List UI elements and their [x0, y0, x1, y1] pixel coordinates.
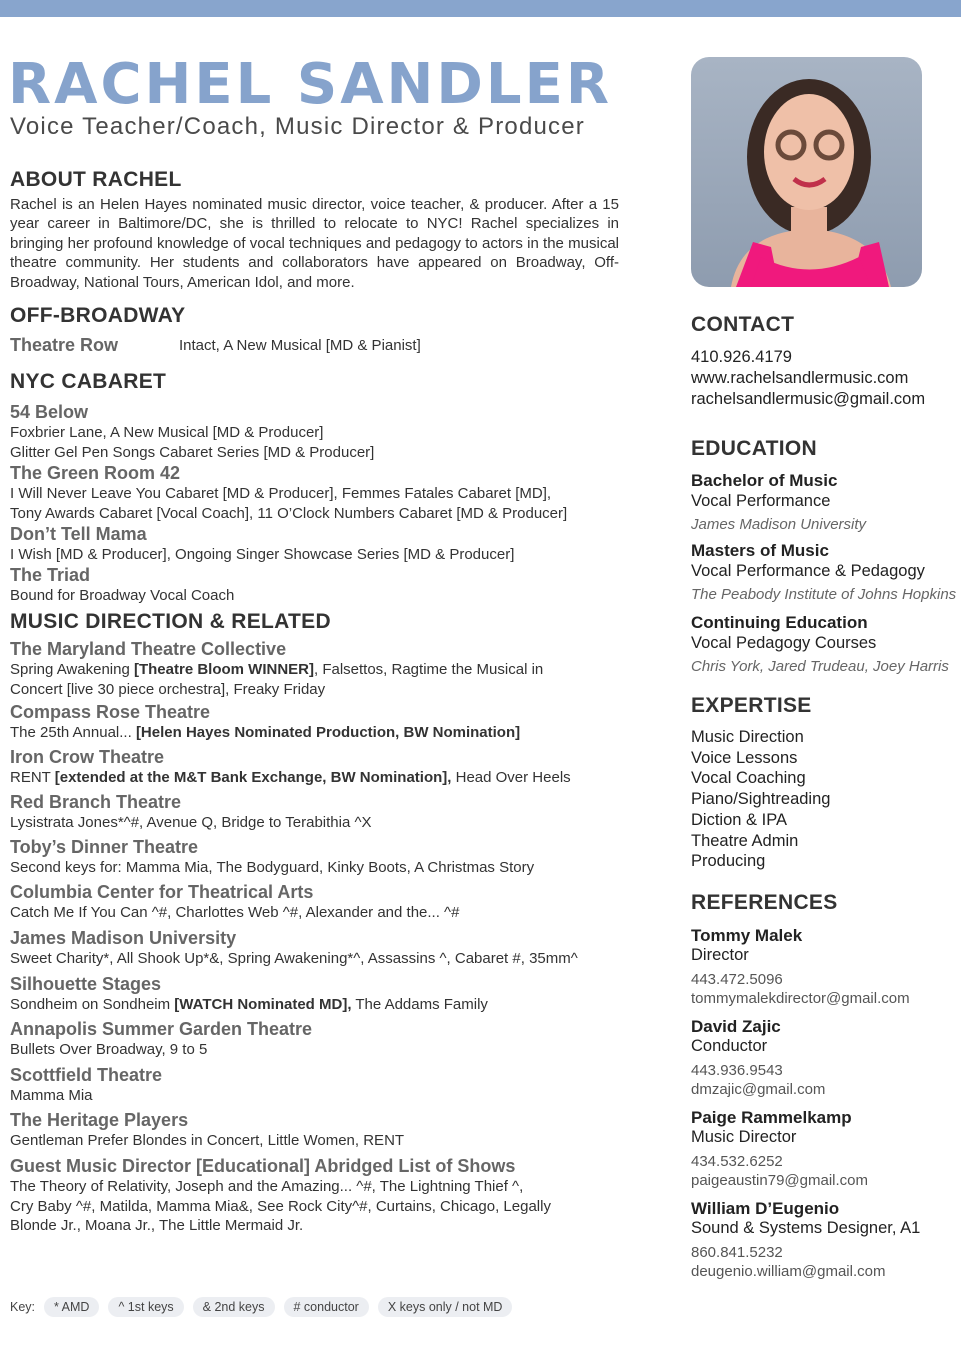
key-pill: X keys only / not MD: [378, 1297, 513, 1317]
venue-name: The Triad: [10, 565, 91, 585]
key-label: Key:: [10, 1300, 36, 1314]
venue-name: The Green Room 42: [10, 463, 181, 483]
credit-line: [10, 484, 551, 504]
credit-line: [10, 995, 488, 1015]
credit-text: RENT: [10, 769, 55, 786]
contact-website[interactable]: www.rachelsandlermusic.com: [691, 369, 909, 387]
venue-name: James Madison University: [10, 928, 237, 948]
expertise-item: Producing: [691, 852, 766, 871]
education-heading: EDUCATION: [691, 437, 817, 460]
key-legend: [10, 1297, 512, 1317]
venue-name: Toby’s Dinner Theatre: [10, 837, 199, 857]
credit-line: [10, 443, 374, 463]
reference-email: deugenio.william@gmail.com: [691, 1263, 886, 1280]
venue-name: The Maryland Theatre Collective: [10, 639, 287, 659]
about-text: Rachel is an Helen Hayes nominated music director, voice teacher, & producer. After a 15 year career in Baltimore/DC, she is thrilled to relocate to NYC! Rachel specializes in bringing her profound knowledge of vocal techniques and pedagogy to actors in the musical theatre community. Her students and collaborators have appeared on Broadway, Off-Broadway, National Tours, American Idol, and more.: [10, 196, 619, 291]
credit-text: Glitter Gel Pen Songs Cabaret Series [MD & Producer]: [10, 443, 375, 461]
expertise-item: Theatre Admin: [691, 831, 799, 850]
education-degree: Masters of Music: [691, 541, 829, 560]
credit-text: Head Over Heels: [451, 769, 571, 786]
credit-text: Concert [live 30 piece orchestra], Freaky Friday: [10, 680, 326, 698]
credit-line: [10, 586, 234, 606]
reference-name: William D’Eugenio: [691, 1199, 840, 1218]
credit-text: Spring Awakening: [10, 661, 134, 678]
credit-line: [10, 858, 534, 878]
credit-text: The Theory of Relativity, Joseph and the Amazing... ^#, The Lightning Thief ^,: [10, 1178, 524, 1195]
education-school: The Peabody Institute of Johns Hopkins: [691, 586, 957, 603]
venue-name: Iron Crow Theatre: [10, 747, 165, 767]
credit-text: Sweet Charity*, All Shook Up*&, Spring Awakening*^, Assassins ^, Cabaret #, 35mm^: [10, 950, 578, 967]
reference-name: David Zajic: [691, 1017, 781, 1036]
page-title: RACHEL SANDLER: [8, 52, 612, 117]
reference-phone: 443.472.5096: [691, 971, 783, 988]
reference-email: dmzajic@gmail.com: [691, 1081, 826, 1098]
expertise-heading: EXPERTISE: [691, 694, 812, 717]
credit-text: The 25th Annual...: [10, 724, 136, 741]
references-heading: REFERENCES: [691, 891, 838, 914]
music-direction-heading: MUSIC DIRECTION & RELATED: [10, 610, 331, 633]
credit-line: [10, 1216, 303, 1236]
contact-email[interactable]: rachelsandlermusic@gmail.com: [691, 390, 926, 408]
credit-line: [10, 813, 372, 833]
credit-line: [10, 545, 514, 565]
credit-text: Second keys for: Mamma Mia, The Bodyguard, Kinky Boots, A Christmas Story: [10, 859, 535, 876]
credit-text: Tony Awards Cabaret [Vocal Coach], 11 O’Clock Numbers Cabaret [MD & Producer]: [10, 504, 568, 522]
reference-role: Music Director: [691, 1128, 797, 1146]
credit-line: [10, 504, 567, 524]
credit-text: Gentleman Prefer Blondes in Concert, Little Women, RENT: [10, 1132, 405, 1149]
venue-name: 54 Below: [10, 402, 89, 422]
reference-email: tommymalekdirector@gmail.com: [691, 990, 910, 1007]
credit-highlight: [Theatre Bloom WINNER]: [133, 661, 314, 678]
credit-line: [10, 660, 543, 680]
credit-text: Lysistrata Jones*^#, Avenue Q, Bridge to Terabithia ^X: [10, 814, 372, 831]
off-broadway-heading: OFF-BROADWAY: [10, 304, 186, 327]
key-pill: * AMD: [44, 1297, 99, 1317]
venue-name: Annapolis Summer Garden Theatre: [10, 1019, 313, 1039]
education-field: Vocal Pedagogy Courses: [691, 634, 877, 652]
reference-phone: 860.841.5232: [691, 1244, 783, 1261]
credit-line: [10, 949, 578, 969]
venue-name: Don’t Tell Mama: [10, 524, 147, 544]
reference-name: Paige Rammelkamp: [691, 1108, 852, 1127]
credit-text: I Will Never Leave You Cabaret [MD & Producer], Femmes Fatales Cabaret [MD],: [10, 485, 552, 502]
credit-text: Bound for Broadway Vocal Coach: [10, 587, 235, 604]
credit-line: [10, 1177, 523, 1197]
education-field: Vocal Performance & Pedagogy: [691, 562, 925, 580]
credit-highlight: [extended at the M&T Bank Exchange, BW Nomination],: [54, 769, 452, 786]
reference-role: Conductor: [691, 1037, 768, 1055]
reference-name: Tommy Malek: [691, 926, 803, 945]
reference-email: paigeaustin79@gmail.com: [691, 1172, 868, 1189]
expertise-item: Vocal Coaching: [691, 769, 806, 788]
reference-role: Director: [691, 946, 749, 964]
venue-name: Scottfield Theatre: [10, 1065, 163, 1085]
key-pill: # conductor: [284, 1297, 369, 1317]
venue-name: Columbia Center for Theatrical Arts: [10, 882, 314, 902]
credit-line: [10, 680, 325, 700]
nyc-cabaret-heading: NYC CABARET: [10, 370, 167, 393]
venue-name: Silhouette Stages: [10, 974, 162, 994]
profile-photo: [691, 57, 922, 287]
credit-line: [10, 903, 459, 923]
key-pill: ^ 1st keys: [108, 1297, 183, 1317]
credit-text: Mamma Mia: [10, 1087, 93, 1104]
education-school: Chris York, Jared Trudeau, Joey Harris: [691, 658, 949, 675]
credit-highlight: [WATCH Nominated MD],: [174, 996, 352, 1013]
reference-phone: 434.532.6252: [691, 1153, 783, 1170]
reference-phone: 443.936.9543: [691, 1062, 783, 1079]
credit-text: , Falsettos, Ragtime the Musical in: [313, 661, 544, 678]
key-pill: & 2nd keys: [193, 1297, 275, 1317]
credit-line: [10, 1197, 551, 1217]
credit-text: Foxbrier Lane, A New Musical [MD & Producer]: [10, 424, 324, 441]
expertise-item: Piano/Sightreading: [691, 790, 831, 809]
credit-text: Bullets Over Broadway, 9 to 5: [10, 1041, 208, 1058]
credit-text: Catch Me If You Can ^#, Charlottes Web ^#, Alexander and the... ^#: [10, 904, 460, 921]
credit-text: Cry Baby ^#, Matilda, Mamma Mia&, See Rock City^#, Curtains, Chicago, Legally: [10, 1197, 551, 1215]
credit-line: [10, 1131, 404, 1151]
credit-text: The Addams Family: [351, 996, 488, 1013]
credit-text: Blonde Jr., Moana Jr., The Little Mermaid Jr.: [10, 1217, 304, 1234]
education-field: Vocal Performance: [691, 492, 831, 510]
credit-line: Intact, A New Musical [MD & Pianist]: [179, 337, 421, 354]
credit-line: [10, 1086, 93, 1106]
top-accent-bar: [0, 0, 961, 17]
subtitle: Voice Teacher/Coach, Music Director & Producer: [10, 113, 585, 140]
reference-role: Sound & Systems Designer, A1: [691, 1219, 921, 1237]
about-heading: ABOUT RACHEL: [10, 168, 182, 191]
credit-line: [10, 423, 323, 443]
education-degree: Bachelor of Music: [691, 471, 838, 490]
venue-name: Theatre Row: [10, 335, 119, 355]
expertise-item: Music Direction: [691, 728, 804, 746]
credit-line: [10, 723, 520, 743]
venue-name: Compass Rose Theatre: [10, 702, 211, 722]
contact-phone[interactable]: 410.926.4179: [691, 348, 792, 366]
credit-line: [10, 768, 571, 788]
venue-name: The Heritage Players: [10, 1110, 189, 1130]
credit-text: Sondheim on Sondheim: [10, 996, 175, 1013]
expertise-item: Voice Lessons: [691, 748, 798, 767]
venue-name: Guest Music Director [Educational] Abridged List of Shows: [10, 1156, 516, 1176]
education-degree: Continuing Education: [691, 613, 868, 632]
contact-heading: CONTACT: [691, 313, 795, 336]
expertise-item: Diction & IPA: [691, 810, 787, 829]
credit-line: [10, 1040, 207, 1060]
education-school: James Madison University: [691, 516, 867, 533]
credit-highlight: [Helen Hayes Nominated Production, BW Nomination]: [135, 724, 521, 741]
credit-text: I Wish [MD & Producer], Ongoing Singer Showcase Series [MD & Producer]: [10, 546, 515, 563]
venue-name: Red Branch Theatre: [10, 792, 182, 812]
